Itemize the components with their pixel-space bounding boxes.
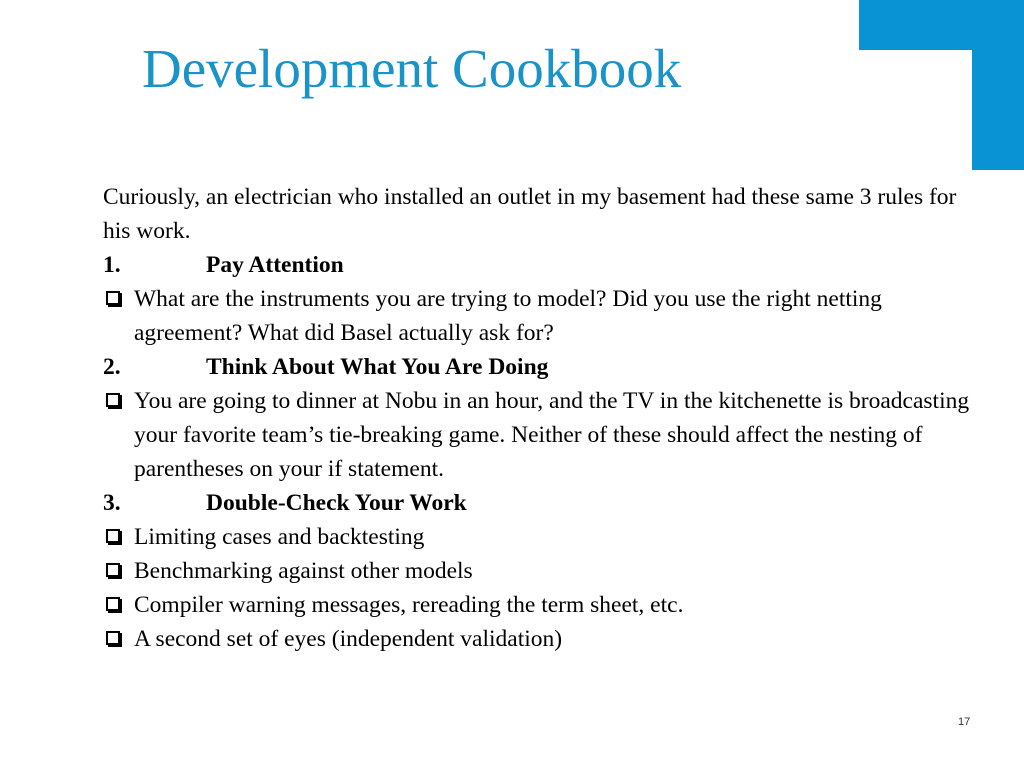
- checkbox-bullet-icon: [106, 291, 120, 305]
- bullet-text: You are going to dinner at Nobu in an hour, and the TV in the kitchenette is broadcasting your favorite team’s tie-breaking game. Neither of these should affect the nesting of parentheses on your if statement.: [134, 388, 970, 482]
- checkbox-bullet-icon: [106, 529, 120, 543]
- bullet-text: A second set of eyes (independent validation): [134, 626, 563, 652]
- slide-title: Development Cookbook: [142, 38, 682, 99]
- bullet-text: Benchmarking against other models: [134, 558, 473, 584]
- bullet-text: Compiler warning messages, rereading the term sheet, etc.: [134, 592, 684, 618]
- accent-bar-side: [972, 0, 1024, 170]
- page-number: 17: [958, 716, 971, 728]
- rule-title: Pay Attention: [206, 252, 344, 278]
- list-item: [103, 554, 973, 588]
- bullet-text: What are the instruments you are trying to model? Did you use the right netting agreement? What did Basel actually ask for?: [134, 286, 882, 346]
- checkbox-bullet-icon: [106, 597, 120, 611]
- bullet-text: Limiting cases and backtesting: [134, 524, 425, 550]
- list-item: [103, 282, 973, 350]
- list-item: [103, 520, 973, 554]
- intro-paragraph: Curiously, an electrician who installed an outlet in my basement had these same 3 rules for his work.: [103, 184, 957, 244]
- checkbox-bullet-icon: [106, 393, 120, 407]
- rule-title: Think About What You Are Doing: [206, 354, 549, 380]
- rule-number: 3.: [103, 490, 121, 516]
- rule-number: 1.: [103, 252, 121, 278]
- rule-heading: [103, 248, 973, 282]
- checkbox-bullet-icon: [106, 563, 120, 577]
- list-item: [103, 588, 973, 622]
- rule-title: Double-Check Your Work: [206, 490, 467, 516]
- rule-heading: [103, 486, 973, 520]
- checkbox-bullet-icon: [106, 631, 120, 645]
- rule-heading: [103, 350, 973, 384]
- rule-number: 2.: [103, 354, 121, 380]
- list-item: [103, 384, 973, 486]
- list-item: [103, 622, 973, 656]
- slide-body: [103, 180, 973, 656]
